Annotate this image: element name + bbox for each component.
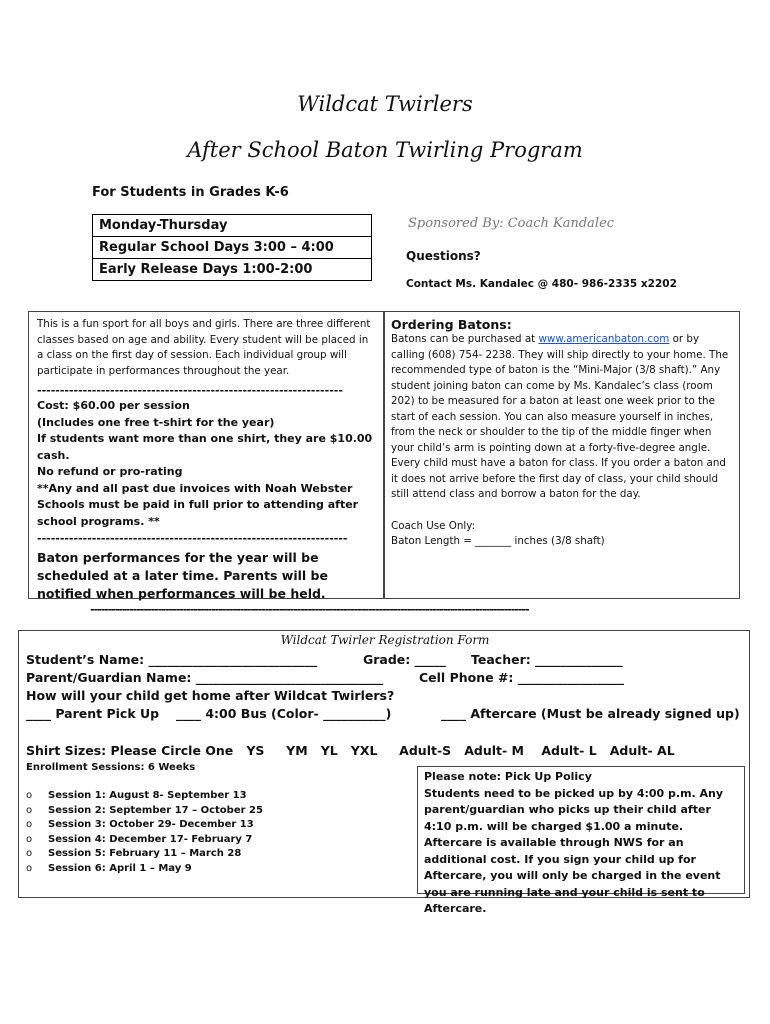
americanbaton-link[interactable]: www.americanbaton.com [538,333,670,345]
list-item[interactable]: o Session 1: August 8- September 13 [26,789,263,804]
transport-question: How will your child get home after Wildcat Twirlers? [26,688,395,703]
bullet-icon: o [26,804,33,816]
contact-info: Contact Ms. Kandalec @ 480- 986-2335 x2202 [406,278,677,290]
grades-heading: For Students in Grades K-6 [92,185,289,200]
policy-title: Please note: Pick Up Policy [424,770,592,783]
parent-name-field[interactable]: Parent/Guardian Name: ______________________________ [26,670,384,685]
bullet-icon: o [26,848,33,859]
bullet-icon: o [26,790,33,801]
cut-line: --------------------------------------------------------------------------------------------------------------------------- [90,603,529,616]
policy-text: Students need to be picked up by 4:00 p.m. Any parent/guardian who picks up their child after 4:10 p.m. will be charged $1.00 a minute. Aftercare is available through NWS for an additional cost. If you sign your child up for Aftercare, you will only be charged in the event you are running late and your child is sent to Aftercare. [424,786,724,915]
schedule-regular: Regular School Days 3:00 – 4:00 [93,237,371,259]
bullet-icon: o [26,862,33,874]
pickup-policy-box [417,766,745,915]
registration-form [18,630,750,915]
form-title: Wildcat Twirler Registration Form [280,633,490,647]
session-list [26,789,263,876]
schedule-early-release: Early Release Days 1:00-2:00 [99,262,313,277]
program-info-box [28,311,384,599]
schedule-box [92,214,372,281]
extra-shirt-text: If students want more than one shirt, they are $10.00 cash. [37,432,373,462]
intro-text: This is a fun sport for all boys and girls. There are three different classes based on age and ability. Every student will be placed in a class on the first day of session. Each individual group will participate in performances throughout the year. [37,318,371,377]
page-title: Wildcat Twirlers [297,92,473,116]
list-item[interactable]: o Session 5: February 11 – March 28 [26,847,263,862]
shirt-sizes[interactable]: Shirt Sizes: Please Circle One YS YM YL YXL Adult-S Adult- M Adult- L Adult- AL [26,743,675,758]
cost-text: Cost: $60.00 per session [37,399,190,412]
student-name-field[interactable]: Student’s Name: ___________________________ [26,652,318,667]
parent-pickup-option[interactable]: ____ Parent Pick Up [26,706,160,721]
aftercare-option[interactable]: ____ Aftercare (Must be already signed up) [441,706,740,721]
divider: ------------------------------------------------------------------- [37,384,343,397]
divider: -------------------------------------------------------------------- [37,532,348,545]
coach-use-label: Coach Use Only: [391,519,476,532]
enrollment-label: Enrollment Sessions: 6 Weeks [26,762,196,773]
program-title: After School Baton Twirling Program [187,138,583,162]
invoices-text: **Any and all past due invoices with Noah Webster Schools must be paid in full prior to attending after school programs. ** [37,481,359,528]
ordering-text [391,332,733,503]
list-item[interactable]: o Session 2: September 17 – October 25 [26,804,263,819]
ordering-title: Ordering Batons: [391,317,512,332]
ordering-text-start: Batons can be purchased at [391,333,539,345]
list-item[interactable]: o Session 6: April 1 – May 9 [26,862,263,877]
bus-option[interactable]: ____ 4:00 Bus (Color- __________) [176,706,392,721]
performances-text: Baton performances for the year will be scheduled at a later time. Parents will be notified when performances will be held. [37,550,328,601]
teacher-field[interactable]: Teacher: ______________ [471,652,623,667]
cell-phone-field[interactable]: Cell Phone #: _________________ [419,670,625,685]
sponsor-text: Sponsored By: Coach Kandalec [408,216,615,231]
schedule-days: Monday-Thursday [93,215,371,237]
questions-label: Questions? [406,249,481,263]
bullet-icon: o [26,833,33,845]
bullet-icon: o [26,819,33,830]
list-item[interactable]: o Session 4: December 17- February 7 [26,833,263,848]
refund-text: No refund or pro-rating [37,465,183,478]
baton-length-field: Baton Length = _______ inches (3/8 shaft) [391,535,605,547]
tshirt-text: (Includes one free t-shirt for the year) [37,415,275,429]
ordering-text-rest: or by calling (608) 754- 2238. They will ship directly to your home. The recommended type of baton is the “Mini-Major (3/8 shaft).” Any student joining baton can come by Ms. Kandalec’s class (room 202) to be measured for a baton at least one week prior to the start of each session. You can also measure yourself in inches, from the neck or shoulder to the tip of the middle finger when your child’s arm is pointing down at a forty-five-degree angle. Every child must have a baton for class. If you order a baton and it does not arrive before the first day of class, your child should still attend class and borrow a baton for the day. [391,333,729,500]
list-item[interactable]: o Session 3: October 29- December 13 [26,818,263,833]
ordering-batons-box [384,311,740,599]
grade-field[interactable]: Grade: _____ [363,652,446,667]
